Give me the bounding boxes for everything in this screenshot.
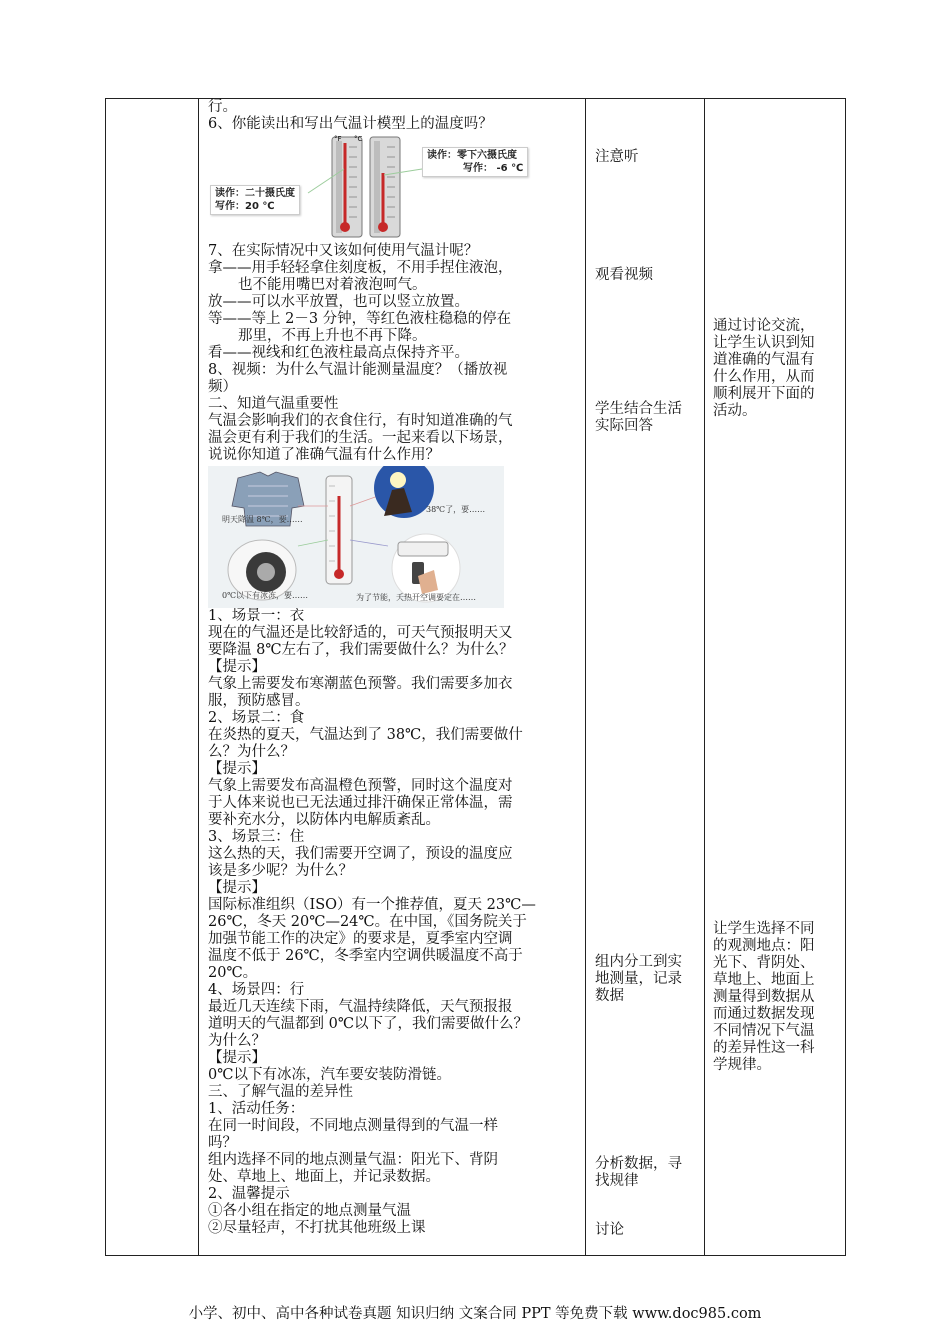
intent-line: 测量得到数据从 xyxy=(713,989,815,1005)
student-note-analyze xyxy=(595,1156,695,1190)
content-line: 3、场景三：住 xyxy=(208,829,305,845)
content-line: 8、视频：为什么气温计能测量温度？（播放视 xyxy=(208,362,508,378)
content-line: 等——等上 2－3 分钟，等红色液柱稳稳的停在 xyxy=(208,311,512,327)
teaching-content-column xyxy=(204,99,587,1237)
content-line: 频） xyxy=(208,379,237,395)
content-line: ①各小组在指定的地点测量气温 xyxy=(208,1203,411,1219)
student-note-listen: 注意听 xyxy=(595,149,639,165)
student-note-video: 观看视频 xyxy=(595,267,653,283)
note-line: 地测量，记录 xyxy=(595,971,682,987)
note-line: 数据 xyxy=(595,988,624,1004)
scenes-illustration xyxy=(208,466,504,608)
content-line: 【提示】 xyxy=(208,761,266,777)
intent-line: 什么作用，从而 xyxy=(713,369,815,385)
content-line: 这么热的天，我们需要开空调了，预设的温度应 xyxy=(208,846,513,862)
intent-line: 顺利展开下面的 xyxy=(713,386,815,402)
intent-line: 而通过数据发现 xyxy=(713,1006,815,1022)
content-line: 2、场景二：食 xyxy=(208,710,305,726)
content-line: 20℃。 xyxy=(208,965,258,981)
content-line: 2、温馨提示 xyxy=(208,1186,290,1202)
intent-line: 活动。 xyxy=(713,403,757,419)
content-line: 服，预防感冒。 xyxy=(208,693,310,709)
content-line: 也不能用嘴巴对着液泡呵气。 xyxy=(238,277,427,293)
content-line: 吗？ xyxy=(208,1135,237,1151)
lesson-table xyxy=(105,98,846,1256)
right-read-text: 读作：零下六摄氏度 xyxy=(427,150,517,161)
content-line: 看——视线和红色液柱最高点保持齐平。 xyxy=(208,345,469,361)
content-line: 0℃以下有冰冻，汽车要安装防滑链。 xyxy=(208,1067,451,1083)
content-line: ②尽量轻声，不打扰其他班级上课 xyxy=(208,1220,426,1236)
intent-line: 学规律。 xyxy=(713,1057,771,1073)
note-line: 实际回答 xyxy=(595,418,653,434)
scene3-caption: 为了节能，夭热开空调要定在…… xyxy=(356,593,476,602)
content-line: 要降温 8℃左右了，我们需要做什么？为什么？ xyxy=(208,642,514,658)
content-line: 二、知道气温重要性 xyxy=(208,396,339,412)
intent-line: 光下、背阴处、 xyxy=(713,955,815,971)
content-line: 气象上需要发布高温橙色预警，同时这个温度对 xyxy=(208,778,513,794)
note-line: 学生结合生活 xyxy=(595,401,682,417)
intent-line: 通过讨论交流， xyxy=(713,318,815,334)
intent-line: 的观测地点：阳 xyxy=(713,938,815,954)
content-line: 1、场景一：衣 xyxy=(208,608,305,624)
content-line: 【提示】 xyxy=(208,1050,266,1066)
content-line: 拿——用手轻轻拿住刻度板，不用手捏住液泡， xyxy=(208,260,513,276)
content-line: 道明天的气温都到 0℃以下了，我们需要做什么？ xyxy=(208,1016,529,1032)
note-line: 找规律 xyxy=(595,1173,639,1189)
page-footer: 小学、初中、高中各种试卷真题 知识归纳 文案合同 PPT 等免费下载 www.doc985.com xyxy=(188,1306,762,1322)
content-line: 要补充水分，以防体内电解质紊乱。 xyxy=(208,812,440,828)
content-line: 为什么？ xyxy=(208,1033,266,1049)
content-line: 在炎热的夏天，气温达到了 38℃，我们需要做什 xyxy=(208,727,523,743)
left-reading-tag xyxy=(210,185,300,215)
content-line: 6、你能读出和写出气温计模型上的温度吗？ xyxy=(208,116,493,132)
content-line: 于人体来说也已无法通过排汗确保正常体温，需 xyxy=(208,795,513,811)
intent-line: 草地上、地面上 xyxy=(713,972,815,988)
content-line: 组内选择不同的地点测量气温：阳光下、背阴 xyxy=(208,1152,498,1168)
left-write-text: 写作：20 ℃ xyxy=(215,201,275,212)
content-line: 加强节能工作的决定》的要求是，夏季室内空调 xyxy=(208,931,513,947)
content-line: 最近几天连续下雨，气温持续降低，天气预报报 xyxy=(208,999,513,1015)
intent-line: 不同情况下气温 xyxy=(713,1023,815,1039)
content-line: 【提示】 xyxy=(208,659,266,675)
content-line: 么？为什么？ xyxy=(208,744,295,760)
intent-line: 道准确的气温有 xyxy=(713,352,815,368)
content-line: 放——可以水平放置，也可以竖立放置。 xyxy=(208,294,469,310)
intent-line: 让学生认识到知 xyxy=(713,335,815,351)
content-line: 三、了解气温的差异性 xyxy=(208,1084,353,1100)
content-line: 在同一时间段，不同地点测量得到的气温一样 xyxy=(208,1118,498,1134)
content-line: 【提示】 xyxy=(208,880,266,896)
content-line: 7、在实际情况中又该如何使用气温计呢？ xyxy=(208,243,479,259)
celsius-label: °C xyxy=(354,135,363,143)
scenes-figure xyxy=(208,466,504,608)
content-line: 气象上需要发布寒潮蓝色预警。我们需要多加衣 xyxy=(208,676,513,692)
left-read-text: 读作：二十摄氏度 xyxy=(215,188,295,199)
content-line: 行。 xyxy=(208,99,237,115)
content-line: 温会更有利于我们的生活。一起来看以下场景， xyxy=(208,430,513,446)
right-write-text: 写作： -6 ℃ xyxy=(463,163,524,174)
student-note-discuss: 讨论 xyxy=(595,1222,624,1238)
content-line: 国际标准组织（ISO）有一个推荐值，夏天 23℃— xyxy=(208,897,536,913)
intent-line: 让学生选择不同 xyxy=(713,921,815,937)
fahrenheit-label: °F xyxy=(334,135,342,143)
content-line: 处、草地上、地面上，并记录数据。 xyxy=(208,1169,440,1185)
scene2-caption: 38℃了，要…… xyxy=(426,505,486,514)
content-line: 说说你知道了准确气温有什么作用？ xyxy=(208,447,440,463)
column-divider-3 xyxy=(704,99,705,1255)
content-line: 该是多少呢？为什么？ xyxy=(208,863,353,879)
content-line: 26℃，冬天 20℃—24℃。在中国，《国务院关于 xyxy=(208,914,527,930)
thermometer-figure xyxy=(208,133,587,243)
scene1-caption: 明天降温 8℃，要…… xyxy=(222,515,303,524)
scene4-caption: 0℃以下有冰冻，要…… xyxy=(222,591,309,600)
column-divider-1 xyxy=(198,99,199,1255)
right-reading-tag xyxy=(422,147,528,177)
design-intent-2 xyxy=(713,921,841,1074)
note-line: 分析数据，寻 xyxy=(595,1156,682,1172)
design-intent-1 xyxy=(713,318,841,420)
intent-line: 的差异性这一科 xyxy=(713,1040,815,1056)
content-line: 那里，不再上升也不再下降。 xyxy=(238,328,427,344)
content-line: 4、场景四：行 xyxy=(208,982,305,998)
content-line: 现在的气温还是比较舒适的，可天气预报明天又 xyxy=(208,625,513,641)
student-note-measure xyxy=(595,954,695,1005)
content-line: 温度不低于 26℃，冬季室内空调供暖温度不高于 xyxy=(208,948,523,964)
student-note-answer xyxy=(595,401,695,435)
note-line: 组内分工到实 xyxy=(595,954,682,970)
content-line: 1、活动任务： xyxy=(208,1101,305,1117)
content-line: 气温会影响我们的衣食住行，有时知道准确的气 xyxy=(208,413,513,429)
